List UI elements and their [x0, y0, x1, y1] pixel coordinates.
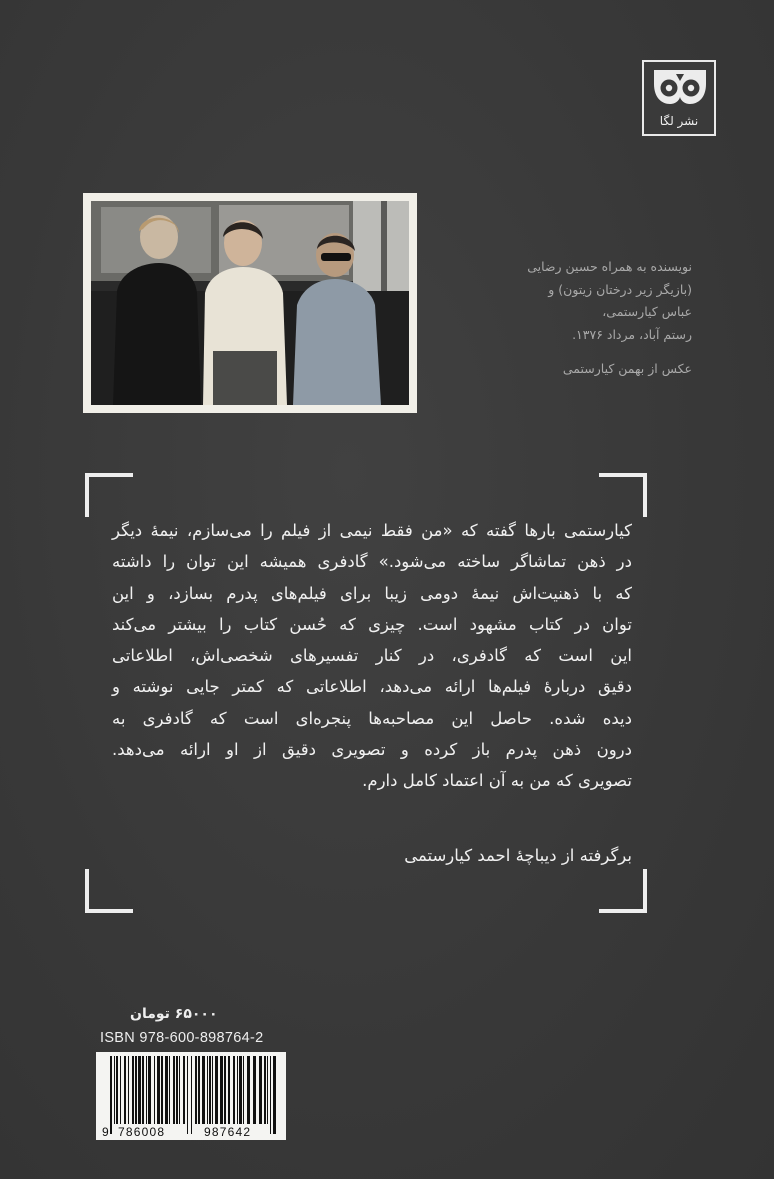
- photo-image: [91, 201, 409, 405]
- blurb-line: دیده شده. حاصل این مصاحبه‌ها پنجره‌ای است که گادفری به: [112, 708, 632, 728]
- blurb-text: [112, 515, 632, 797]
- caption-line: (بازیگر زیر درختان زیتون) و: [548, 281, 692, 297]
- publisher-logo: [642, 60, 716, 136]
- blurb-source: برگرفته از دیباچهٔ احمد کیارستمی: [404, 846, 632, 865]
- blurb-line: تصویری که من به آن اعتماد کامل دارم.: [362, 771, 632, 791]
- photo-credit: عکس از بهمن کیارستمی: [562, 361, 692, 376]
- blurb-line: دقیق دربارهٔ فیلم‌ها ارائه می‌دهد، اطلاعاتی که کمتر جایی نوشته و: [112, 677, 632, 697]
- barcode-digit-lead: 9: [102, 1125, 109, 1139]
- corner-bracket-top-right: [599, 473, 647, 517]
- corner-bracket-bottom-right: [599, 869, 647, 913]
- blurb-line: این است که گادفری، در کنار تفسیرهای شخصی‌اش، اطلاعاتی: [112, 646, 632, 666]
- barcode: [96, 1052, 286, 1140]
- corner-bracket-top-left: [85, 473, 133, 517]
- caption-line: رستم آباد، مرداد ۱۳۷۶.: [572, 326, 692, 342]
- publisher-name: نشر لگا: [659, 114, 699, 128]
- blurb-line: کیارستمی بارها گفته که «من فقط نیمی از فیلم را می‌سازم، نیمهٔ دیگر: [112, 521, 632, 540]
- price-label: ۶۵۰۰۰ تومان: [130, 1006, 218, 1022]
- caption-line: عباس کیارستمی،: [602, 304, 692, 319]
- blurb-line: درون ذهن پدرم باز کرده و تصویری دقیق از او ارائه می‌دهد.: [112, 740, 632, 760]
- blurb-line: در ذهن تماشاگر ساخته می‌شود.» گادفری همیشه این توان را داشته: [112, 552, 632, 572]
- barcode-digits-right: 987642: [204, 1125, 252, 1139]
- caption-line: نویسنده به همراه حسین رضایی: [527, 259, 692, 274]
- corner-bracket-bottom-left: [85, 869, 133, 913]
- owl-logo-icon: [652, 68, 708, 106]
- photo-caption: [430, 256, 692, 381]
- author-photo: [83, 193, 417, 413]
- blurb-line: که با ذهنیت‌اش نیمهٔ دومی زیبا برای فیلم‌های پدرم بسازد، و این: [112, 583, 632, 603]
- barcode-digits-left: 786008: [118, 1125, 166, 1139]
- blurb-line: توان در کتاب مشهود است. چیزی که حُسن کتاب را بیشتر می‌کند: [112, 614, 632, 634]
- isbn-label: ISBN 978-600-898764-2: [100, 1030, 264, 1046]
